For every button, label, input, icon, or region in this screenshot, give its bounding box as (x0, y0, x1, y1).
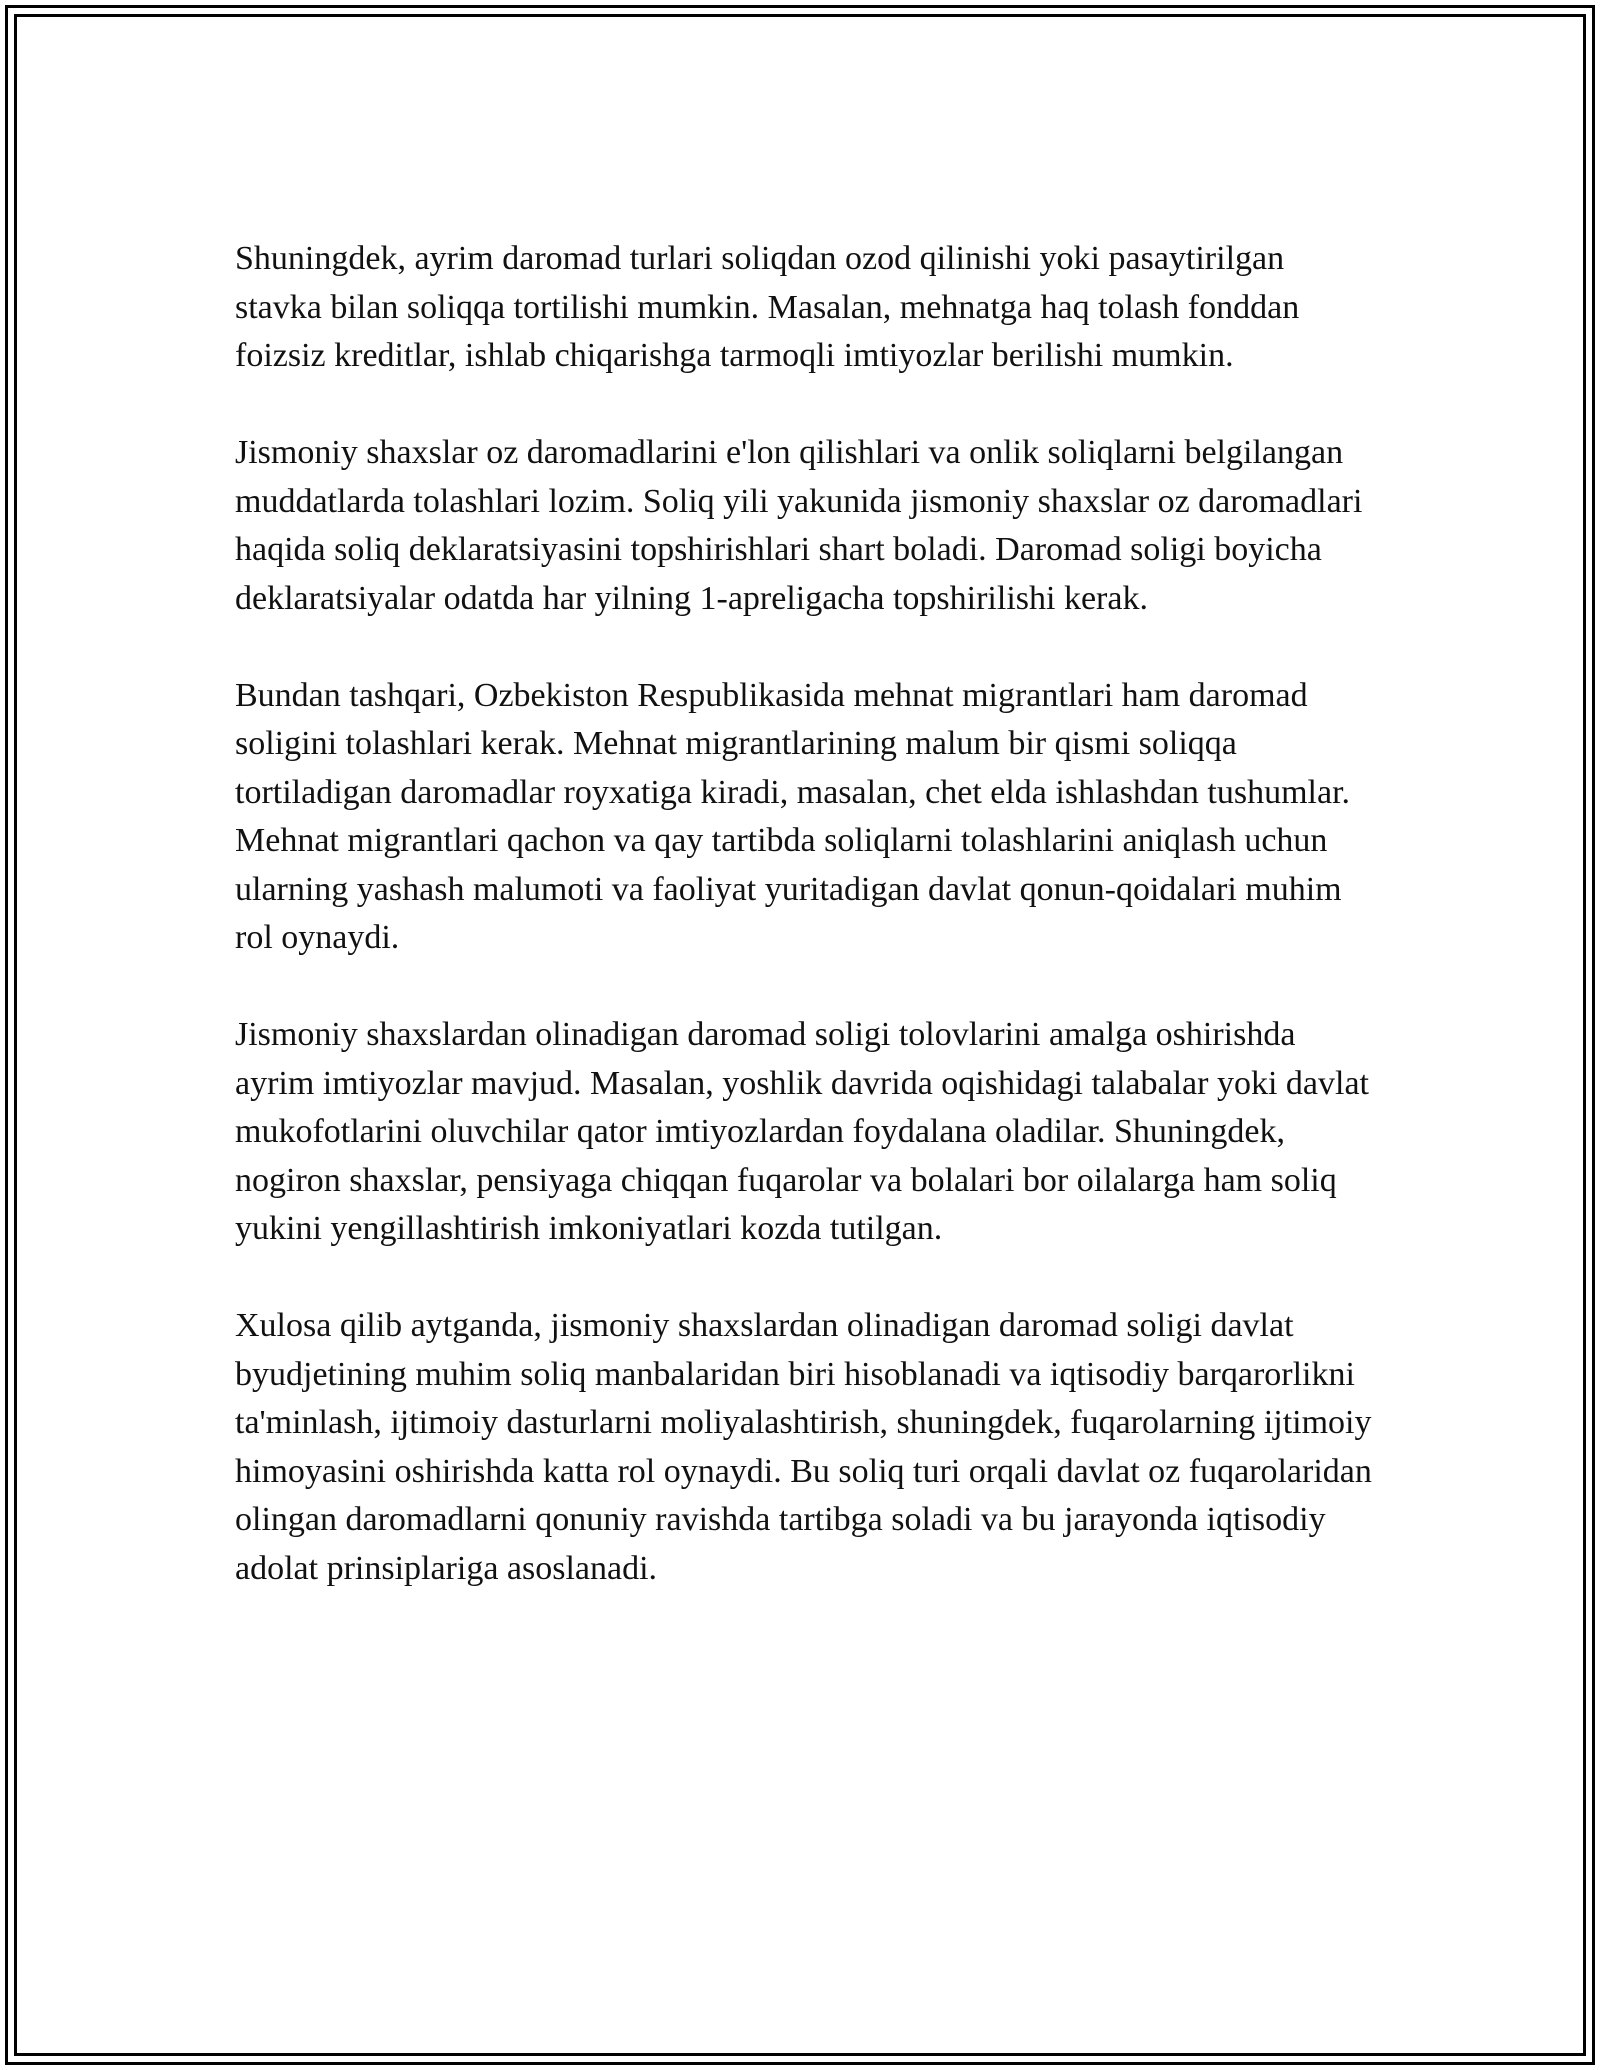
paragraph-4: Jismoniy shaxslardan olinadigan daromad soligi tolovlarini amalga oshirishda ayrim imtiyozlar mavjud. Masalan, yoshlik davrida oqishidagi talabalar yoki davlat mukofotlarini oluvchilar qator imtiyozlardan foydalana oladilar. Shuningdek, nogiron shaxslar, pensiyaga chiqqan fuqarolar va bolalari bor oilalarga ham soliq yukini yengillashtirish imkoniyatlari kozda tutilgan. (235, 1016, 1369, 1247)
paragraph-5: Xulosa qilib aytganda, jismoniy shaxslardan olinadigan daromad soligi davlat byudjetining muhim soliq manbalaridan biri hisoblanadi va iqtisodiy barqarorlikni ta'minlash, ijtimoiy dasturlarni moliyalashtirish, shuningdek, fuqarolarning ijtimoiy himoyasini oshirishda katta rol oynaydi. Bu soliq turi orqali davlat oz fuqarolaridan olingan daromadlarni qonuniy ravishda tartibga soladi va bu jarayonda iqtisodiy adolat prinsiplariga asoslanadi. (235, 1307, 1372, 1587)
paragraph-1: Shuningdek, ayrim daromad turlari soliqdan ozod qilinishi yoki pasaytirilgan stavka bilan soliqqa tortilishi mumkin. Masalan, mehnatga haq tolash fonddan foizsiz kreditlar, ishlab chiqarishga tarmoqli imtiyozlar berilishi mumkin. (235, 240, 1300, 374)
paragraph-3: Bundan tashqari, Ozbekiston Respublikasida mehnat migrantlari ham daromad soligini tolashlari kerak. Mehnat migrantlarining malum bir qismi soliqqa tortiladigan daromadlar royxatiga kiradi, masalan, chet elda ishlashdan tushumlar. Mehnat migrantlari qachon va qay tartibda soliqlarni tolashlarini aniqlash uchun ularning yashash malumoti va faoliyat yuritadigan davlat qonun-qoidalari muhim rol oynaydi. (235, 676, 1351, 956)
document-body (235, 235, 1375, 1593)
paragraph-2: Jismoniy shaxslar oz daromadlarini e'lon qilishlari va onlik soliqlarni belgilangan muddatlarda tolashlari lozim. Soliq yili yakunida jismoniy shaxslar oz daromadlari haqida soliq deklaratsiyasini topshirishlari shart boladi. Daromad soligi boyicha deklaratsiyalar odatda har yilning 1-apreligacha topshirilishi kerak. (235, 434, 1363, 617)
